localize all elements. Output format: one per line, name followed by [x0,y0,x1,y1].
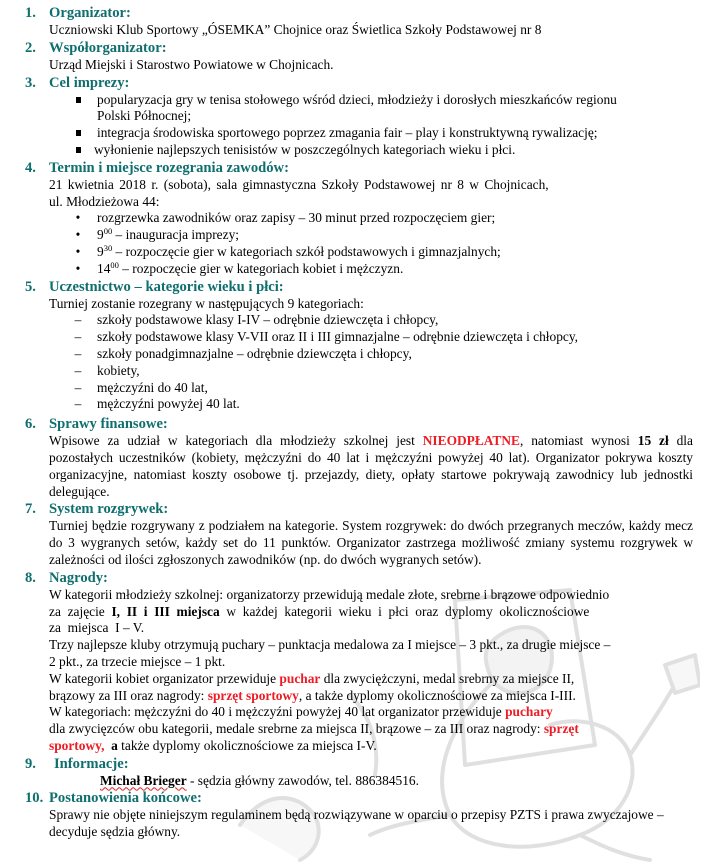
goal-list [0,92,705,159]
fee-amount: 15 zł [637,433,669,449]
section-title: Sprawy finansowe: [49,416,168,433]
dash-bullet-icon: – [74,396,82,412]
section-title: Informacje: [54,755,129,772]
section-title: Współorganizator: [49,39,167,56]
section-information [0,755,705,790]
section-heading [0,159,705,177]
dot-bullet-icon: • [75,243,81,259]
section-title: Nagrody: [49,569,108,586]
section-title: Postanowienia końcowe: [49,790,202,807]
dash-bullet-icon: – [74,312,82,328]
dash-bullet-icon: – [74,329,82,345]
list-item-continuation: Polski Północnej; [97,108,192,124]
section-finances [0,415,705,500]
list-item: – szkoły podstawowe klasy I-IV – odrębnie dziewczęta i chłopcy, [97,312,705,329]
dot-bullet-icon: • [75,260,81,276]
prizes-line: W kategoriach: mężczyźni do 40 i mężczyźni powyżej 40 lat organizator przewiduje puchary [49,704,553,720]
list-item: – mężczyźni powyżej 40 lat. [97,396,705,413]
section-number: 10. [25,790,44,807]
square-bullet-icon [72,92,84,109]
section-heading [0,789,705,807]
section-number: 3. [25,74,36,91]
section-heading [0,74,705,92]
section-date-place [0,159,705,278]
final-provisions-text: Sprawy nie objęte niniejszym regulaminem będą rozwiązywane w oparciu o przepisy PZTS i prawa zwyczajowe – decyduje sędzia główny. [49,807,664,840]
list-item: integracja środowiska sportowego poprzez zmagania fair – play i konstruktywną rywalizację; [97,125,705,142]
prizes-line: W kategorii młodzieży szkolnej: organizatorzy przewidują medale złote, srebrne i brązowe odpowiednio [49,586,610,602]
participation-intro: Turniej zostanie rozegrany w następujących 9 kategoriach: [49,295,364,311]
dash-bullet-icon: – [74,379,82,395]
list-item: • $9^{00}$ – inauguracja imprezy; [97,227,705,244]
prizes-line: brązowy za III oraz nagrody: sprzęt sportowy, a także dyplomy okolicznościowe za miejsca I-III. [49,687,576,703]
game-system-text: Turniej będzie rozgrywany z podziałem na kategorie. System rozgrywek: do dwóch przegranych meczów, każdy mecz do 3 wygranych setów, każdy set do 11 punktów. Organizator zastrzega możliwość zmiany systemu rozgrywek w zależności od ilości zgłoszonych zawodników (np. do dwóch wygranych setów). [49,518,693,567]
list-item: • $14^{00}$ – rozpoczęcie gier w kategoriach kobiet i mężczyzn. [97,261,705,278]
prizes-line: Trzy najlepsze kluby otrzymują puchary – punktacja medalowa za I miejsce – 3 pkt., za drugie miejsce – [49,637,611,653]
section-number: 7. [25,501,36,518]
section-title: Termin i miejsce rozegrania zawodów: [49,159,289,176]
dash-bullet-icon: – [74,345,82,361]
list-item: – kobiety, [97,363,705,380]
section-number: 2. [25,39,36,56]
referee-name: Michał Brieger [100,772,187,788]
section-number: 6. [25,416,36,433]
section-heading [0,755,705,773]
dash-bullet-icon: – [74,362,82,378]
section-co-organizer [0,39,705,74]
category-list [0,312,705,413]
finances-text: Wpisowe za udział w kategoriach dla młodzieży szkolnej jest NIEODPŁATNE, natomiast wynosi 15 zł dla pozostałych uczestników (kobiety, mężczyźni do 40 lat i mężczyźni powyżej 40 lat). Organizator pokrywa koszty organizacyjne, natomiast koszty osobowe tj. przejazdy, diety, opłaty startowe pokrywają zawodnicy lub jednostki delegujące. [49,433,693,499]
section-game-system [0,500,705,568]
prizes-line: W kategorii kobiet organizator przewiduje puchar dla zwyciężczyni, medal srebrny za miejsce II, [49,670,575,686]
co-organizer-text: Urząd Miejski i Starostwo Powiatowe w Chojnicach. [49,56,334,72]
list-item: • rozgrzewka zawodników oraz zapisy – 30 minut przed rozpoczęciem gier; [97,210,705,227]
section-number: 5. [25,278,36,295]
dot-bullet-icon: • [75,210,81,226]
prizes-line: za zajęcie I, II i III miejsca w każdej kategorii wieku i płci oraz dyplomy okolicznościowe [49,603,590,619]
schedule-list [0,210,705,277]
list-item: – mężczyźni do 40 lat, [97,380,705,397]
section-heading [0,415,705,433]
section-title: System rozgrywek: [49,501,169,518]
section-final-provisions [0,789,705,841]
section-event-goal [0,74,705,159]
section-number: 1. [25,5,36,21]
section-organizer [0,4,705,39]
section-title: Uczestnictwo – kategorie wieku i płci: [49,278,284,295]
prizes-line: sportowy, a także dyplomy okolicznościowe za miejsca I-V. [49,737,377,753]
list-item: – szkoły ponadgimnazjalne – odrębnie dziewczęta i chłopcy, [97,346,705,363]
list-item: • $9^{30}$ – rozpoczęcie gier w kategoriach szkół podstawowych i gimnazjalnych; [97,244,705,261]
prizes-line: 2 pkt., za trzecie miejsce – 1 pkt. [49,653,226,669]
organizer-text: Uczniowski Klub Sportowy „ÓSEMKA” Chojnice oraz Świetlica Szkoły Podstawowej nr 8 [49,22,542,37]
section-participation [0,278,705,414]
square-bullet-icon [72,142,84,159]
section-number: 9. [25,755,36,772]
section-number: 4. [25,159,36,176]
section-prizes [0,569,705,755]
section-heading [0,278,705,296]
dot-bullet-icon: • [75,227,81,243]
section-heading [0,4,705,22]
free-entry-highlight: NIEODPŁATNE [422,433,520,449]
square-bullet-icon [72,125,84,142]
referee-info: Michał Brieger - sędzia główny zawodów, tel. 886384516. [100,772,419,788]
list-item: popularyzacja gry w tenisa stołowego wśród dzieci, młodzieży i dorosłych mieszkańców regionu [97,92,705,109]
section-heading [0,39,705,57]
section-heading [0,569,705,587]
prizes-line: za miejsca I – V. [49,620,145,636]
list-item: – szkoły podstawowe klasy V-VII oraz II i III gimnazjalne – odrębnie dziewczęta i chłopcy, [97,329,705,346]
address-text: ul. Młodzieżowa 44: [49,193,160,209]
date-place-text: 21 kwietnia 2018 r. (sobota), sala gimnastyczna Szkoły Podstawowej nr 8 w Chojnicach, [49,176,549,192]
prizes-text [0,587,705,755]
prizes-line: dla zwycięzców obu kategorii, medale srebrne za miejsca II, brązowe – za III oraz nagrody: sprzęt [49,721,579,737]
section-title: Organizator: [49,5,131,21]
section-title: Cel imprezy: [49,74,130,91]
list-item: wyłonienie najlepszych tenisistów w poszczególnych kategoriach wieku i płci. [94,142,702,159]
section-number: 8. [25,569,36,586]
section-heading [0,500,705,518]
